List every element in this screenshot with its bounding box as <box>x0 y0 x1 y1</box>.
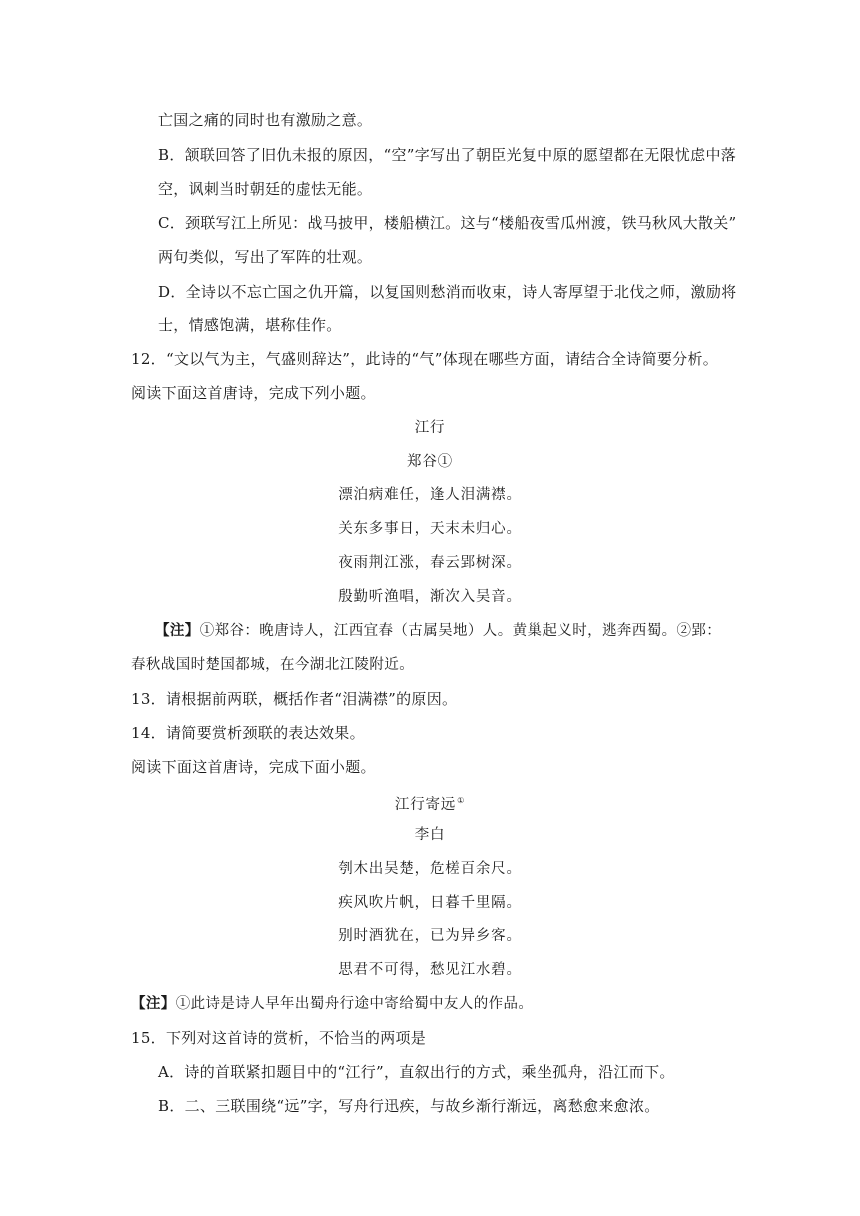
note-bracket: 【注】 <box>155 622 200 639</box>
reading-instruction-1: 阅读下面这首唐诗，完成下列小题。 <box>131 384 376 402</box>
poem-1-note-line-2: 春秋战国时楚国都城，在今湖北江陵附近。 <box>131 657 415 673</box>
poem-2-author: 李白 <box>414 827 446 843</box>
poem-1-line-3: 夜雨荆江涨，春云郢树深。 <box>338 555 522 571</box>
poem-1-line-2: 关东多事日，天末未归心。 <box>338 521 522 537</box>
note-text: ①郑谷：晚唐诗人，江西宜春（古属吴地）人。黄巢起义时，逃奔西蜀。②郢： <box>199 623 722 639</box>
footnote-mark: ① <box>457 796 466 805</box>
option-continuation-line: 亡国之痛的同时也有激励之意。 <box>158 111 373 129</box>
question-14: 14．请简要赏析颈联的表达效果。 <box>131 724 365 742</box>
option-a: A．诗的首联紧扣题目中的“江行”，直叙出行的方式，乘坐孤舟，沿江而下。 <box>158 1063 675 1081</box>
option-d-line-1: D．全诗以不忘亡国之仇开篇，以复国则愁消而收束，诗人寄厚望于北伐之师，激励将 <box>158 283 737 301</box>
poem-2-line-2: 疾风吹片帆，日暮千里隔。 <box>338 895 522 911</box>
option-d-line-2: 士，情感饱满，堪称佳作。 <box>158 316 342 334</box>
poem-1-note-line-1 <box>155 621 721 641</box>
note-text: ①此诗是诗人早年出蜀舟行途中寄给蜀中友人的作品。 <box>175 996 534 1012</box>
poem-2-note <box>131 994 533 1014</box>
poem-1-author: 郑谷① <box>407 454 453 470</box>
note-bracket: 【注】 <box>131 995 176 1012</box>
question-15: 15．下列对这首诗的赏析，不恰当的两项是 <box>131 1029 427 1047</box>
reading-instruction-2: 阅读下面这首唐诗，完成下面小题。 <box>131 758 376 776</box>
poem-1-line-4: 殷勤听渔唱，渐次入吴音。 <box>338 589 522 605</box>
question-12: 12．“文以气为主，气盛则辞达”，此诗的“气”体现在哪些方面，请结合全诗简要分析。 <box>131 350 719 368</box>
poem-2-line-3: 别时酒犹在，已为异乡客。 <box>338 928 522 944</box>
option-b-line-1: B．颔联回答了旧仇未报的原因，“空”字写出了朝臣光复中原的愿望都在无限忧虑中落 <box>158 146 737 164</box>
poem-2-line-4: 思君不可得，愁见江水碧。 <box>338 962 522 978</box>
poem-2-title <box>0 791 860 815</box>
poem-1-title: 江行 <box>414 420 446 436</box>
question-13: 13．请根据前两联，概括作者“泪满襟”的原因。 <box>131 690 458 708</box>
poem-1-line-1: 漂泊病难任，逢人泪满襟。 <box>338 487 522 503</box>
option-b-line-2: 空，讽刺当时朝廷的虚怯无能。 <box>158 180 373 198</box>
poem-2-line-1: 刳木出吴楚，危槎百余尺。 <box>338 861 522 877</box>
option-b: B．二、三联围绕“远”字，写舟行迅疾，与故乡渐行渐远，离愁愈来愈浓。 <box>158 1097 660 1115</box>
option-c-line-1: C．颈联写江上所见：战马披甲，楼船横江。这与“楼船夜雪瓜州渡，铁马秋风大散关” <box>158 214 737 232</box>
poem-2-title-text: 江行寄远 <box>394 797 457 813</box>
option-c-line-2: 两句类似，写出了军阵的壮观。 <box>158 248 373 266</box>
